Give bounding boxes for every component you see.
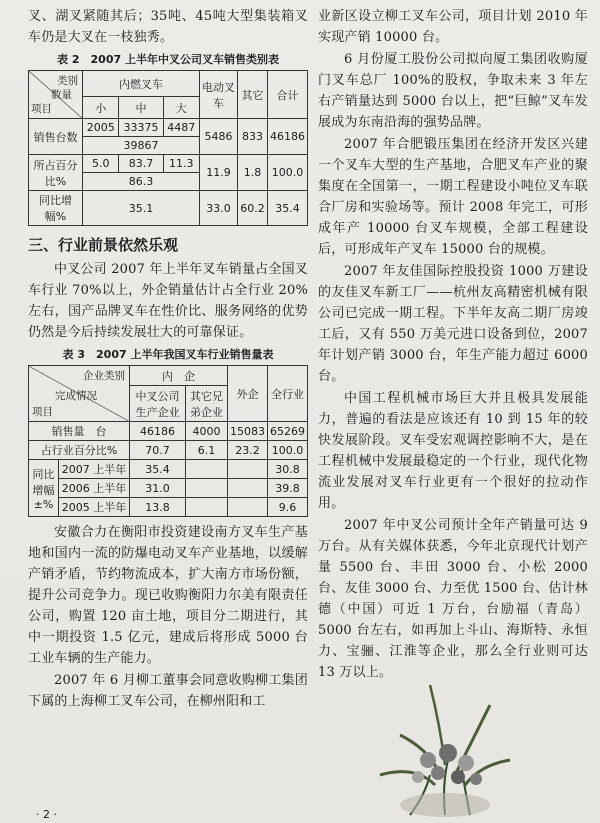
- table3-cell: 6.1: [186, 441, 228, 460]
- table3-pct-label: 占行业百分比%: [29, 441, 130, 460]
- table2-yoy-label: 同比增幅%: [29, 191, 83, 226]
- table3-caption: 表 3 2007 上半年我国叉车行业销售量表: [62, 348, 274, 361]
- table2-header-mid: 中: [119, 97, 163, 119]
- table3-cell: 9.6: [268, 498, 308, 517]
- table3-cell: 13.8: [130, 498, 186, 517]
- table3-cell: [228, 479, 268, 498]
- table2-cell: 11.3: [163, 155, 199, 173]
- youjia-paragraph: 2007 年友佳国际控股投资 1000 万建设的友佳叉车新工厂——杭州友高精密机械有限公司已完成一期工程。下半年友高二期厂房竣工后，又有 550 万美元进口设备到位，2007 年计划产销 3000 台，年生产能力超过 6000 台。: [318, 264, 588, 384]
- table3-cell: 100.0: [268, 441, 308, 460]
- table3-cell: 35.4: [130, 460, 186, 479]
- table3-period: 2007 上半年: [59, 460, 130, 479]
- table2-sales-by-category: [28, 70, 308, 226]
- table3-cell: 23.2: [228, 441, 268, 460]
- forecast-paragraph: 2007 年中叉公司预计全年产销量可达 9 万台。从有关媒体获悉，今年北京现代计划产量 5500 台、丰田 3000 台、小松 2000 台、友佳 3000 台、力至优 1500 台、估计林德（中国）可近 1 万台，台励福（青岛）5000 台左右，如再加上斗山、海斯特、永恒力、宝骊、江淮等企业，那么全行业则可达 13 万以上。: [318, 518, 588, 680]
- table2-header-neiran: 内燃叉车: [83, 71, 200, 97]
- table2-cell: 46186: [268, 119, 308, 155]
- table2-cell: 4487: [163, 119, 199, 137]
- table3-period: 2006 上半年: [59, 479, 130, 498]
- intro-paragraph: 叉、湖叉紧随其后；35吨、45吨大型集装箱叉车仍是大叉在一枝独秀。: [28, 9, 308, 45]
- table2-cell: 11.9: [200, 155, 238, 191]
- table3-corner-mid: 完成情况: [55, 390, 97, 402]
- liugong-paragraph-end: 业新区设立柳工叉车公司，项目计划 2010 年实现产销 10000 台。: [318, 9, 588, 45]
- outlook-paragraph: 中叉公司 2007 年上半年叉车销量占全国叉车行业 70%以上，外企销量估计占全行业 20%左右，国产品牌叉车在性价比、服务网络的优势仍然是今后持续发展壮大的可靠保证。: [28, 262, 308, 340]
- table3-cell: 65269: [268, 422, 308, 441]
- table2-cell: 5486: [200, 119, 238, 155]
- left-column: [28, 6, 308, 713]
- table2-header-small: 小: [83, 97, 119, 119]
- table2-corner-bottom: 项目: [31, 103, 52, 115]
- table2-cell: 2005: [83, 119, 119, 137]
- table3-header-enterprise: 内 企: [130, 366, 228, 386]
- table3-cell: 39.8: [268, 479, 308, 498]
- table2-cell: 60.2: [238, 191, 268, 226]
- table2-header-other: 其它: [238, 71, 268, 119]
- table3-cell: [186, 498, 228, 517]
- table2-cell: 33375: [119, 119, 163, 137]
- hefei-paragraph: 2007 年合肥锻压集团在经济开发区兴建一个叉车大型的生产基地，合肥叉车产业的聚集度在全国第一，一期工程建设小吨位叉车联合厂房和实验场等。预计 2008 年完工，可形成年产 10000 台叉车规模，全部工程建设后，可形成年产叉车 15000 台的规模。: [318, 137, 588, 257]
- table2-cell: 39867: [83, 137, 200, 155]
- table2-cell: 33.0: [200, 191, 238, 226]
- table2-cell: 100.0: [268, 155, 308, 191]
- liugong-paragraph-start: 2007 年 6 月柳工董事会同意收购柳工集团下属的上海柳工叉车公司，在柳州阳和工: [28, 673, 308, 709]
- table3-corner-top: 企业类别: [83, 370, 125, 382]
- table2-cell: 1.8: [238, 155, 268, 191]
- flower-arrangement-image: [370, 665, 520, 820]
- table2-corner-mid: 数量: [51, 89, 72, 101]
- anhe-paragraph: 安徽合力在衡阳市投资建设南方叉车生产基地和国内一流的防爆电动叉车产业基地，以缓解产销矛盾，节约物流成本，扩大南方市场份额，提升公司竞争力。现已收购衡阳力尔美有限责任公司，购置 120 亩土地，项目分二期进行，其中一期投资 1.5 亿元，建成后将形成 5000 台工业车辆的生产能力。: [28, 525, 308, 666]
- table3-corner: [29, 366, 130, 422]
- table2-cell: 5.0: [83, 155, 119, 173]
- table3-cell: 30.8: [268, 460, 308, 479]
- table2-corner-top: 类别: [57, 75, 78, 87]
- table3-industry-sales: [28, 365, 308, 517]
- market-paragraph: 中国工程机械市场巨大并且极具发展能力，普遍的看法是应该还有 10 到 15 年的较快发展阶段。叉车受宏观调控影响不大，是在工程机械中发展最稳定的一个行业，现代化物流业发展对叉车行业更有一个很好的拉动作用。: [318, 391, 588, 511]
- table3-sales-label: 销售量 台: [29, 422, 130, 441]
- table2-cell: 35.1: [83, 191, 200, 226]
- section3-heading: 三、行业前景依然乐观: [28, 236, 179, 254]
- table3-cell: 15083: [228, 422, 268, 441]
- table2-caption: 表 2 2007 上半年中叉公司叉车销售类别表: [57, 53, 279, 66]
- table3-header-other-inner: 其它兄弟企业: [186, 386, 228, 422]
- table3-cell: [228, 460, 268, 479]
- table3-cell: 4000: [186, 422, 228, 441]
- table2-cell: 35.4: [268, 191, 308, 226]
- table3-yoy-label: 同比增幅±%: [29, 460, 59, 517]
- table2-corner: [29, 71, 83, 119]
- table2-pct-label: 所占百分比%: [29, 155, 83, 191]
- table3-corner-bottom: 项目: [32, 406, 53, 418]
- table3-cell: 46186: [130, 422, 186, 441]
- xiagong-paragraph: 6 月份厦工股份公司拟向厦工集团收购厦门叉车总厂 100%的股权，争取未来 3 年左右产销量达到 5000 台以上，把“巨鲸”叉车发展成为东南沿海的强势品牌。: [318, 52, 588, 130]
- table3-period: 2005 上半年: [59, 498, 130, 517]
- table3-cell: 31.0: [130, 479, 186, 498]
- table3-cell: [228, 498, 268, 517]
- table3-cell: [186, 479, 228, 498]
- table2-header-total: 合计: [268, 71, 308, 119]
- table3-header-zhongcha: 中叉公司生产企业: [130, 386, 186, 422]
- table3-cell: 70.7: [130, 441, 186, 460]
- table2-sales-label: 销售台数: [29, 119, 83, 155]
- table3-header-foreign: 外企: [228, 366, 268, 422]
- table3-cell: [186, 460, 228, 479]
- right-column: [318, 6, 588, 684]
- page-number: · 2 ·: [36, 808, 57, 821]
- table2-header-large: 大: [163, 97, 199, 119]
- table2-header-electric: 电动叉车: [200, 71, 238, 119]
- table2-cell: 83.7: [119, 155, 163, 173]
- table3-header-whole: 全行业: [268, 366, 308, 422]
- table2-cell: 833: [238, 119, 268, 155]
- table2-cell: 86.3: [83, 173, 200, 191]
